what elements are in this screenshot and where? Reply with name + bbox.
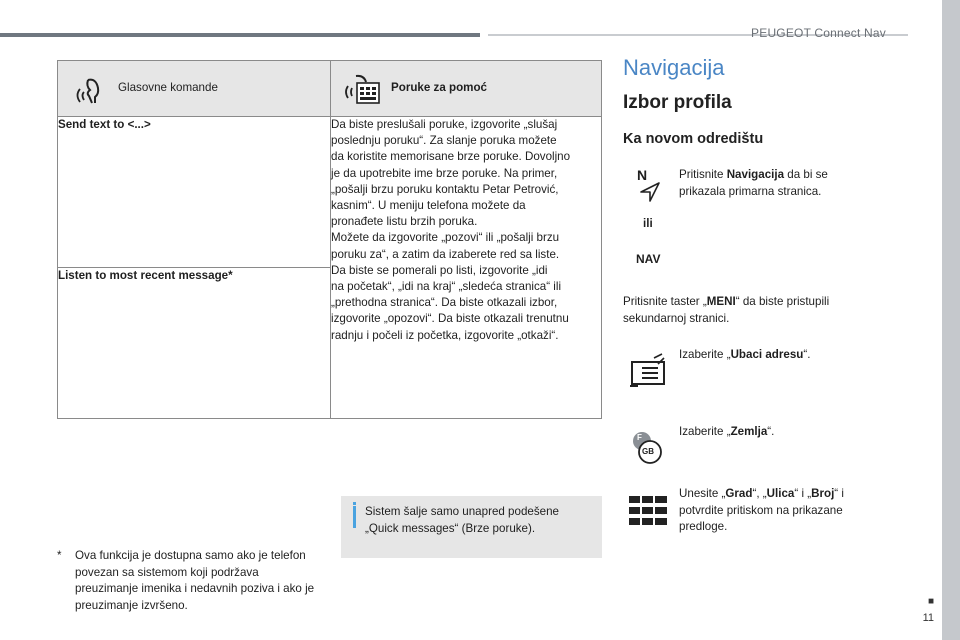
page-number: 11 — [922, 612, 934, 624]
page-dots: ■ — [927, 596, 934, 607]
voice-command-icon — [70, 70, 108, 108]
footnote-marker: * — [57, 549, 62, 562]
command-send-text: Send text to <...> — [58, 117, 331, 268]
section-subtitle: Izbor profila — [623, 92, 732, 113]
voice-message-icon — [343, 70, 381, 108]
step5-g: “ i potvrdite pritiskom na prikazane predloge. — [679, 487, 844, 533]
step2-post: “ da biste pristupili sekundarnoj stranici. — [623, 295, 830, 325]
voice-commands-table — [57, 60, 602, 419]
navigation-arrow-icon — [638, 180, 662, 204]
step1-pre: Pritisnite — [679, 168, 727, 181]
help-line: na početak“, „idi na kraj“ „sledeća stranica“ ili — [331, 280, 562, 294]
flag-gb-label: GB — [642, 447, 654, 456]
table-header-help — [331, 61, 602, 117]
enter-address-icon — [628, 352, 668, 388]
help-line: kasnim“. U meniju telefona možete da — [331, 199, 526, 213]
step5-a: Unesite „ — [679, 487, 726, 500]
step-navigation — [679, 167, 849, 200]
help-line: da koristite memorisane brze poruke. Dovoljno — [331, 150, 571, 164]
step5-number: Broj — [811, 487, 835, 500]
help-line: poslednju poruku“. Za slanje poruka možete — [331, 134, 557, 148]
page-side-tab — [942, 0, 960, 640]
step-country — [679, 424, 849, 441]
table-header-commands — [58, 61, 331, 117]
step2-bold: MENI — [706, 295, 736, 308]
help-line: Da biste se pomerali po listi, izgovorite „idi — [331, 263, 548, 277]
help-line: Da biste preslušali poruke, izgovorite „slušaj — [331, 118, 558, 131]
step5-street: Ulica — [766, 487, 795, 500]
info-icon — [353, 506, 356, 528]
step4-post: “. — [767, 425, 775, 438]
nav-button-label: NAV — [636, 252, 661, 266]
step3-bold: Ubaci adresu — [730, 348, 804, 361]
step4-pre: Izaberite „ — [679, 425, 731, 438]
flag-f-label: F — [637, 433, 642, 442]
help-line: Možete da izgovorite „pozovi“ ili „pošalji brzu — [331, 231, 560, 245]
step1-bold: Navigacija — [726, 168, 785, 181]
help-line: „prethodna stranica“. Da biste otkazali izbor, — [331, 296, 558, 310]
step5-c: “, „ — [752, 487, 767, 500]
footnote-text: Ova funkcija je dostupna samo ako je telefon povezan sa sistemom koji podržava preuzimanje imenika i nedavnih poziva i ako je preuzimanje izvršeno. — [75, 549, 315, 612]
step-enter-address — [679, 347, 849, 364]
step2-pre: Pritisnite taster „ — [623, 295, 707, 308]
step4-bold: Zemlja — [730, 425, 768, 438]
info-box — [341, 496, 602, 558]
help-header-label: Poruke za pomoć — [391, 81, 487, 95]
step5-city: Grad — [725, 487, 753, 500]
info-icon-dot — [353, 502, 356, 505]
step5-e: “ i „ — [794, 487, 812, 500]
section-heading: Ka novom odredištu — [623, 131, 764, 147]
header-title: PEUGEOT Connect Nav — [751, 26, 886, 40]
commands-header-label: Glasovne komande — [118, 81, 218, 95]
step-menu — [623, 294, 838, 327]
keyboard-grid-icon — [628, 494, 668, 528]
header-rule-dark — [0, 33, 480, 37]
footnote — [57, 548, 322, 614]
or-label: ili — [643, 217, 653, 230]
help-text-cell — [331, 117, 602, 419]
help-line: radnju i počeli iz početka, izgovorite „otkaži“. — [331, 328, 559, 342]
help-line: izgovorite „opozovi“. Da biste otkazali trenutnu — [331, 312, 569, 326]
step3-post: “. — [803, 348, 811, 361]
help-line: je da upotrebite ime brze poruke. Na primer, — [331, 166, 558, 180]
info-text: Sistem šalje samo unapred podešene „Quick messages“ (Brze poruke). — [365, 505, 559, 535]
north-letter: N — [637, 167, 648, 183]
step1-post: da bi se prikazala primarna stranica. — [679, 168, 828, 198]
command-listen-message: Listen to most recent message* — [58, 268, 331, 419]
help-line: poruku za“, a zatim da izaberete red sa liste. — [331, 247, 560, 261]
section-title: Navigacija — [623, 55, 725, 80]
step3-pre: Izaberite „ — [679, 348, 731, 361]
help-line: pronađete listu brzih poruka. — [331, 215, 478, 229]
help-line: „pošalji brzu poruku kontaktu Petar Petrović, — [331, 182, 559, 196]
step-address-fields — [679, 486, 854, 536]
